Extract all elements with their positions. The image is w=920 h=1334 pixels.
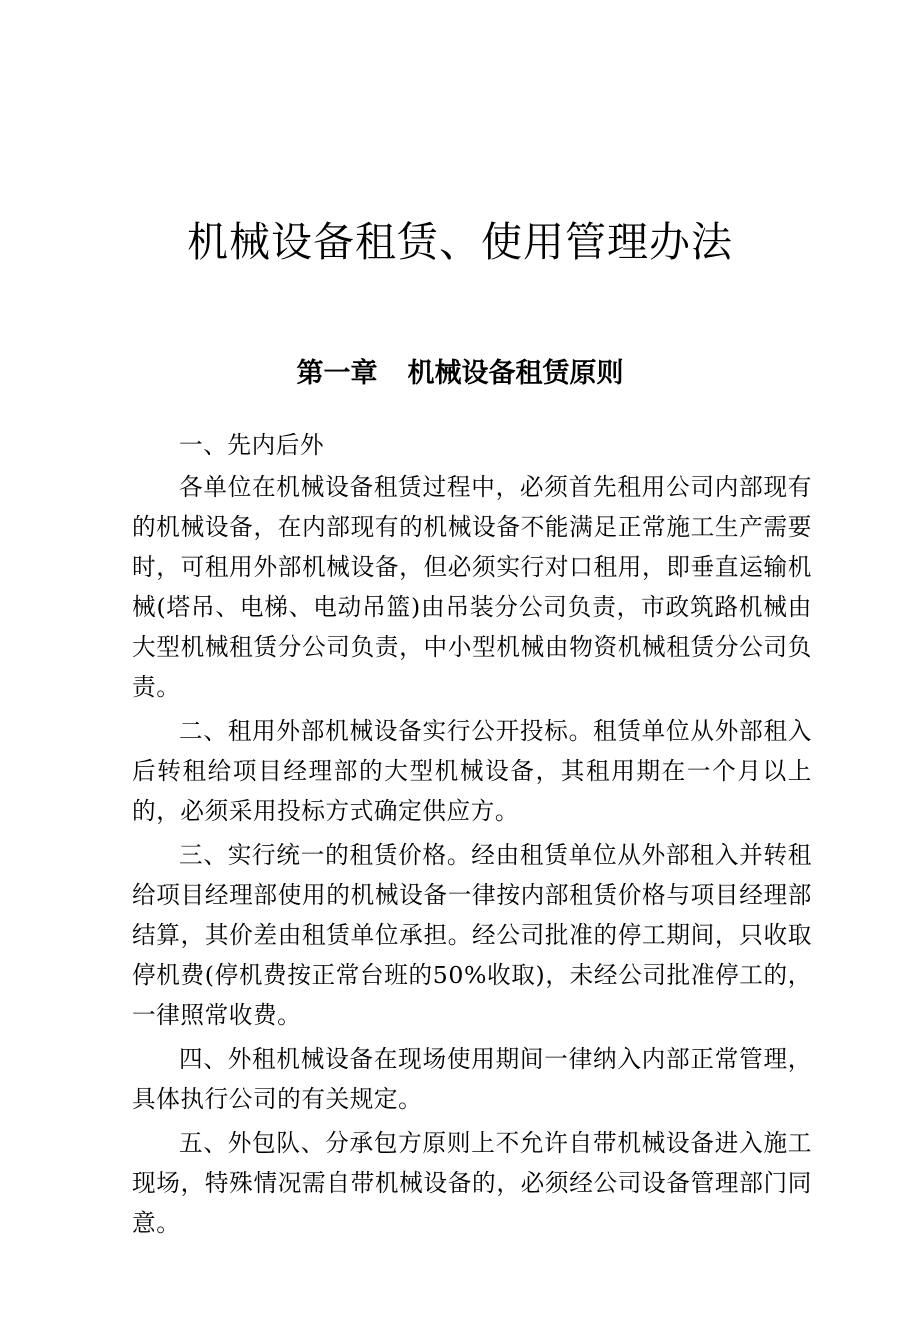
paragraph-2: 二、租用外部机械设备实行公开投标。租赁单位从外部租入后转租给项目经理部的大型机械设备，其租用期在一个月以上的，必须采用投标方式确定供应方。 [132,717,812,825]
paragraph-1: 各单位在机械设备租赁过程中，必须首先租用公司内部现有的机械设备，在内部现有的机械设备不能满足正常施工生产需要时，可租用外部机械设备，但必须实行对口租用，即垂直运输机械(塔吊、电梯、电动吊篮)由吊装分公司负责，市政筑路机械由大型机械租赁分公司负责，中小型机械由物资机械租赁分公司负责。 [132,473,812,701]
paragraph-5: 五、外包队、分承包方原则上不允许自带机械设备进入施工现场，特殊情况需自带机械设备的，必须经公司设备管理部门同意。 [132,1129,812,1237]
document-title: 机械设备租赁、使用管理办法 [187,218,733,266]
paragraph-4: 四、外租机械设备在现场使用期间一律纳入内部正常管理，具体执行公司的有关规定。 [132,1045,812,1113]
chapter-title: 机械设备租赁原则 [407,358,624,389]
section-heading-1: 一、先内后外 [179,431,325,459]
document-body [132,425,812,1247]
paragraph-3: 三、实行统一的租赁价格。经由租赁单位从外部租入并转租给项目经理部使用的机械设备一律按内部租赁价格与项目经理部结算，其价差由租赁单位承担。经公司批准的停工期间，只收取停机费(停机费按正常台班的50%收取)，未经公司批准停工的，一律照常收费。 [132,841,812,1029]
chapter-heading [0,354,920,394]
chapter-number: 第一章 [296,358,378,389]
